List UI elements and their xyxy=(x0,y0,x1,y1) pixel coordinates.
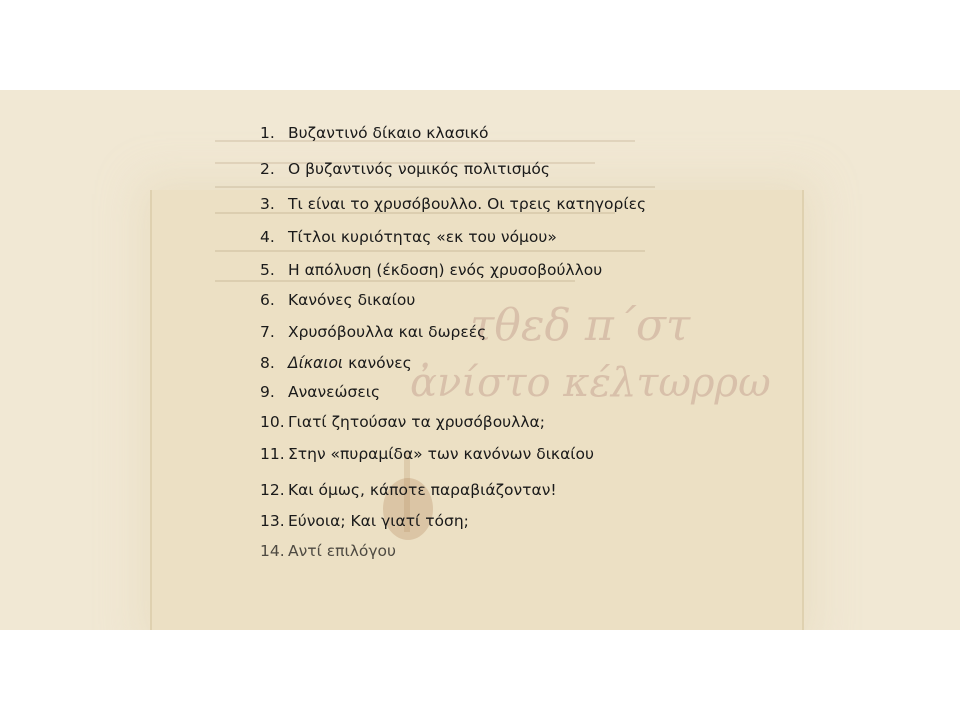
item-text: Εύνοια; Και γιατί τόση; xyxy=(288,512,469,530)
list-item xyxy=(260,382,380,402)
item-text: Χρυσόβουλλα και δωρεές xyxy=(288,323,487,341)
item-number: 7. xyxy=(260,323,275,341)
item-number: 2. xyxy=(260,160,275,178)
item-number: 14. xyxy=(260,542,285,560)
item-text: Ο βυζαντινός νομικός πολιτισμός xyxy=(288,160,551,178)
item-text: Ανανεώσεις xyxy=(288,383,381,401)
item-text: Κανόνες δικαίου xyxy=(288,291,416,309)
item-text: Αντί επιλόγου xyxy=(288,542,397,560)
item-number: 3. xyxy=(260,195,275,213)
item-text: Γιατί ζητούσαν τα χρυσόβουλλα; xyxy=(288,413,545,431)
list-item xyxy=(260,480,557,500)
item-text: Τίτλοι κυριότητας «εκ του νόμου» xyxy=(288,228,557,246)
item-text: Και όμως, κάποτε παραβιάζονταν! xyxy=(288,481,557,499)
item-number: 1. xyxy=(260,124,275,142)
item-number: 13. xyxy=(260,512,285,530)
item-text: Τι είναι το χρυσόβουλλο. Οι τρεις κατηγορίες xyxy=(288,195,647,213)
item-text-emphasis: Δίκαιοι xyxy=(288,354,344,372)
item-number: 5. xyxy=(260,261,275,279)
manuscript-texture: τθεδ π΄στ xyxy=(470,300,691,351)
list-item xyxy=(260,412,545,432)
list-item xyxy=(260,353,412,373)
list-item xyxy=(260,511,469,531)
item-text: κανόνες xyxy=(343,354,412,372)
manuscript-texture xyxy=(215,280,575,282)
item-number: 6. xyxy=(260,291,275,309)
item-number: 10. xyxy=(260,413,285,431)
list-item xyxy=(260,322,486,342)
list-item xyxy=(260,123,489,143)
item-text: Βυζαντινό δίκαιο κλασικό xyxy=(288,124,489,142)
list-item xyxy=(260,227,557,247)
item-number: 4. xyxy=(260,228,275,246)
list-item xyxy=(260,194,646,214)
list-item xyxy=(260,541,396,561)
manuscript-texture xyxy=(215,186,655,188)
item-number: 8. xyxy=(260,354,275,372)
item-text: Στην «πυραμίδα» των κανόνων δικαίου xyxy=(288,445,594,463)
manuscript-texture xyxy=(215,250,645,252)
list-item xyxy=(260,444,594,464)
manuscript-texture: ἀνίστο κέλτωρρω xyxy=(410,360,771,406)
item-text: Η απόλυση (έκδοση) ενός χρυσοβούλλου xyxy=(288,261,603,279)
item-number: 12. xyxy=(260,481,285,499)
item-number: 11. xyxy=(260,445,285,463)
item-number: 9. xyxy=(260,383,275,401)
list-item xyxy=(260,159,550,179)
parchment-background-image xyxy=(150,190,804,630)
list-item xyxy=(260,260,602,280)
list-item xyxy=(260,290,415,310)
